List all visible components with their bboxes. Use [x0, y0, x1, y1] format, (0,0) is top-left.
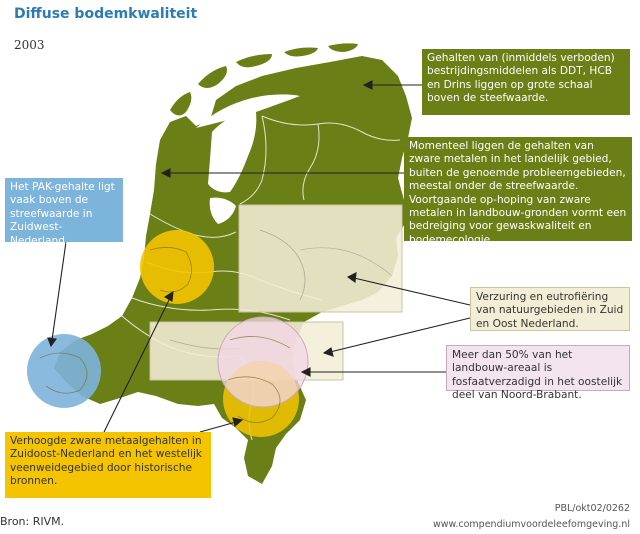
annotation-bestrijdingsmiddelen: Gehalten van (inmiddels verboden) bestrijdingsmiddelen als DDT, HCB en Drins liggen op grote schaal boven de steefwaarde. [422, 49, 630, 115]
pak-circle [27, 334, 101, 408]
acidification-area-east [239, 205, 402, 312]
annotation-metaalgehalten: Verhoogde zware metaalgehalten in Zuidoost-Nederland en het westelijk veenweidegebied door historische bronnen. [5, 432, 211, 498]
figure-code: PBL/okt02/0262 [554, 503, 630, 514]
annotation-zware-metalen: Momenteel liggen de gehalten van zware metalen in het landelijk gebied, buiten de genoemde probleemgebieden, meestal onder de streefwaarde. Voortgaande op-hoping van zware metalen in landbouw-gronden vormt een bedreiging voor gewaskwaliteit en bodemecologie. [404, 137, 632, 241]
metals-circle-west [140, 230, 214, 304]
source-label: Bron: RIVM. [0, 515, 65, 528]
phosphate-circle [218, 317, 308, 407]
annotation-fosfaat: Meer dan 50% van het landbouw-areaal is fosfaatverzadigd in het oostelijk deel van Noord-Brabant. [446, 345, 630, 391]
map-title: Diffuse bodemkwaliteit [14, 6, 198, 22]
annotation-pak: Het PAK-gehalte ligt vaak boven de streefwaarde in Zuidwest-Nederland. [5, 178, 123, 242]
map-year: 2003 [14, 38, 45, 52]
annotation-verzuring: Verzuring en eutrofiëring van natuurgebieden in Zuid en Oost Nederland. [470, 287, 630, 331]
website-link: www.compendiumvoordeleefomgeving.nl [432, 519, 630, 530]
